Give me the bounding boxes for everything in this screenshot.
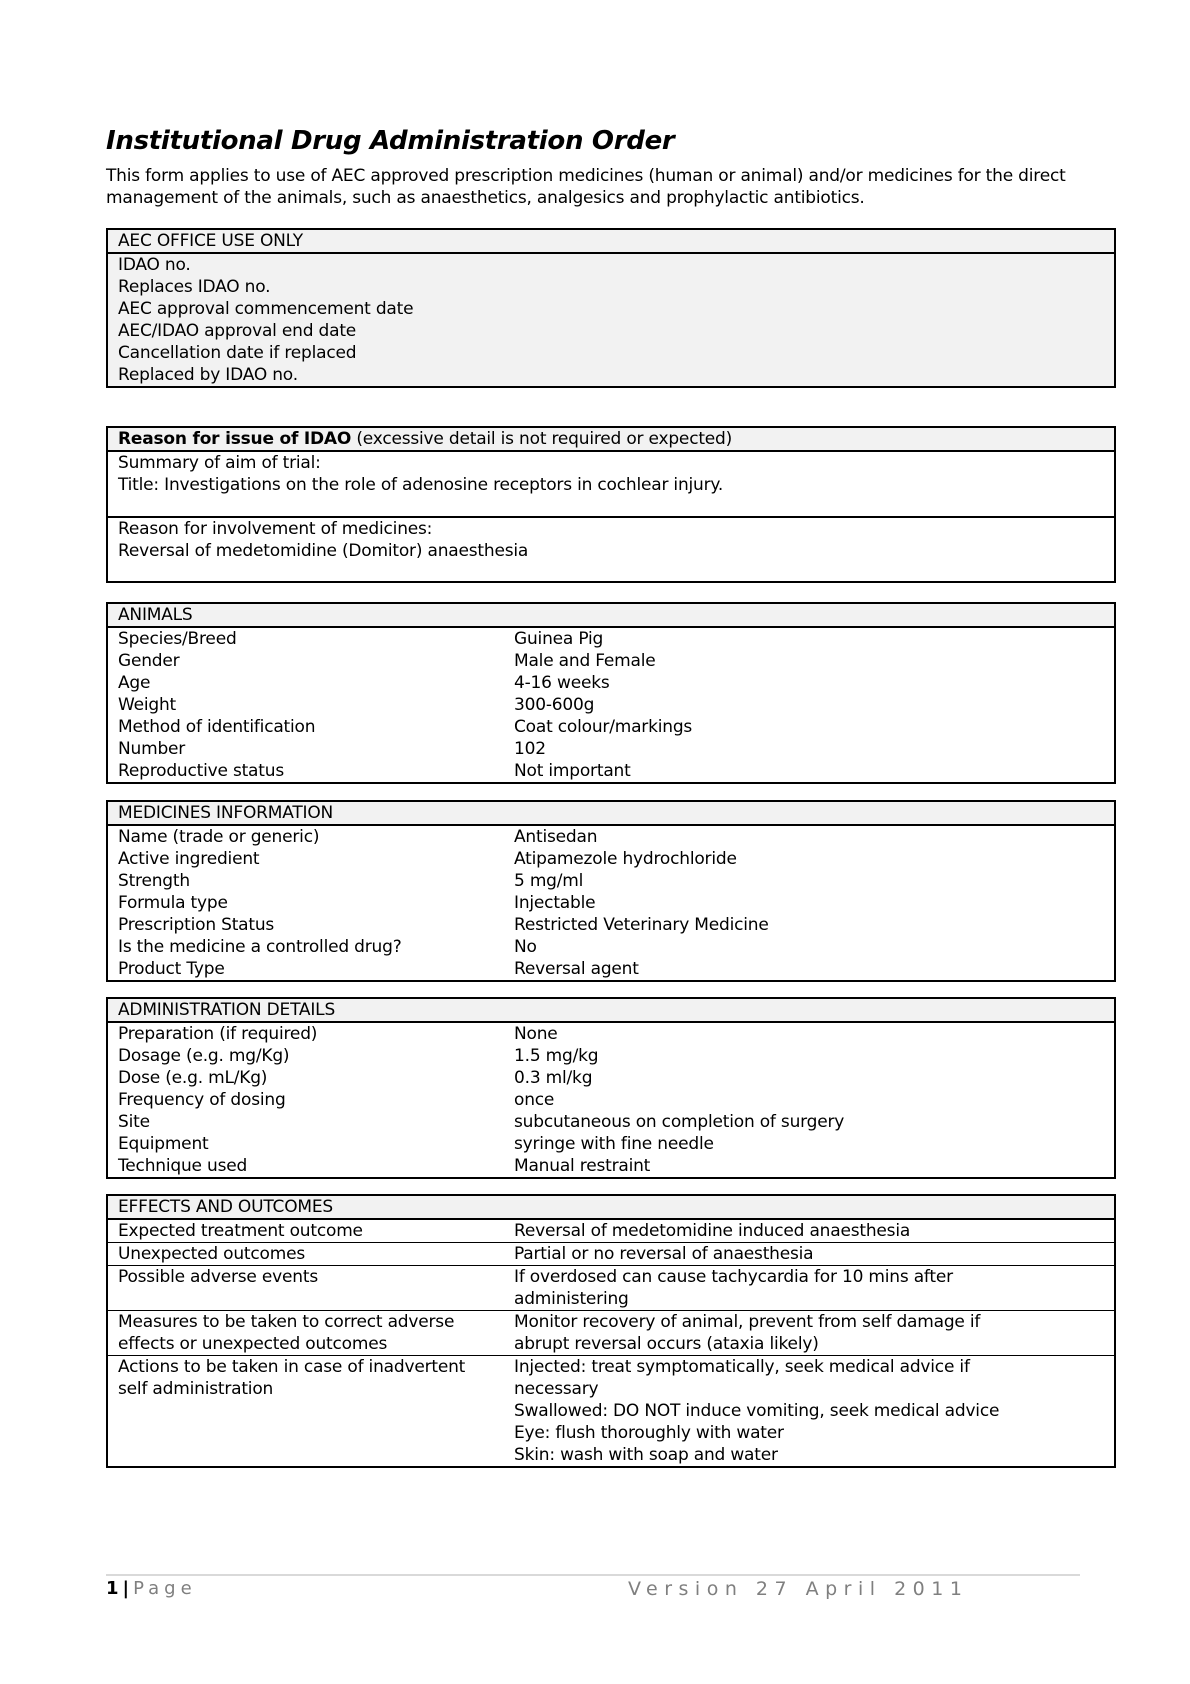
field-replaces-idao-no: Replaces IDAO no. [118,277,271,297]
table-row: Species/Breed Guinea Pig [118,629,604,649]
involvement-block [108,516,1114,581]
table-row: Prescription Status Restricted Veterinary Medicine [118,915,769,935]
table-row: Actions to be taken in case of inadvertent self administration Injected: treat symptomatically, seek medical advice if necessary Swallowed: DO NOT induce vomiting, seek medical advice Eye: flush thoroughly with water Skin: wash with soap and water [108,1355,1114,1466]
table-row: Preparation (if required) None [118,1024,558,1044]
version-label: Version 27 April 2011 [628,1578,969,1600]
table-row: Frequency of dosing once [118,1090,555,1110]
section-header: ANIMALS [108,604,1114,628]
field-idao-no: IDAO no. [118,255,191,275]
section-header: ADMINISTRATION DETAILS [108,999,1114,1023]
field-aec-idao-approval-end-date: AEC/IDAO approval end date [118,321,357,341]
page-separator: | [122,1578,130,1599]
footer-divider [106,1574,1080,1576]
effects-section [106,1194,1116,1468]
section-header: EFFECTS AND OUTCOMES [108,1196,1114,1220]
page-number: 1 [106,1578,119,1599]
involvement-value: Reversal of medetomidine (Domitor) anaesthesia [118,541,529,561]
summary-label: Summary of aim of trial: [118,453,321,473]
table-row: Weight 300-600g [118,695,595,715]
medicines-section [106,800,1116,982]
administration-section [106,997,1116,1179]
table-row: Dose (e.g. mL/Kg) 0.3 ml/kg [118,1068,593,1088]
reason-section [106,426,1116,583]
table-row: Possible adverse events If overdosed can cause tachycardia for 10 mins after administering [108,1265,1114,1310]
page-title: Institutional Drug Administration Order [106,126,675,156]
reason-header-note: (excessive detail is not required or expected) [351,429,733,449]
section-header [108,428,1114,452]
table-row: Age 4-16 weeks [118,673,610,693]
reason-header-title: Reason for issue of IDAO [118,429,352,449]
table-row: Product Type Reversal agent [118,959,639,979]
table-row: Method of identification Coat colour/markings [118,717,693,737]
section-header: MEDICINES INFORMATION [108,802,1114,826]
intro-paragraph: This form applies to use of AEC approved prescription medicines (human or animal) and/or medicines for the direct management of the animals, such as anaesthetics, analgesics and prophylactic antibiotics. [106,166,1066,208]
table-row: Expected treatment outcome Reversal of medetomidine induced anaesthesia [118,1221,911,1241]
table-row: Number 102 [118,739,546,759]
table-row: Dosage (e.g. mg/Kg) 1.5 mg/kg [118,1046,599,1066]
table-row: Name (trade or generic) Antisedan [118,827,598,847]
animals-section [106,602,1116,784]
table-row: Equipment syringe with fine needle [118,1134,714,1154]
page-label: Page [133,1578,197,1599]
table-row: Gender Male and Female [118,651,656,671]
table-row: Strength 5 mg/ml [118,871,584,891]
section-header: AEC OFFICE USE ONLY [108,230,1114,254]
table-row: Technique used Manual restraint [118,1156,651,1176]
aec-office-section [106,228,1116,388]
table-row: Active ingredient Atipamezole hydrochloride [118,849,737,869]
summary-block [108,452,1114,516]
field-aec-approval-commencement-date: AEC approval commencement date [118,299,414,319]
field-cancellation-date: Cancellation date if replaced [118,343,357,363]
table-row: Unexpected outcomes Partial or no reversal of anaesthesia [108,1242,1114,1265]
table-row: Reproductive status Not important [118,761,631,781]
table-row: Site subcutaneous on completion of surgery [118,1112,845,1132]
page-footer [106,1578,1106,1599]
table-row: Measures to be taken to correct adverse effects or unexpected outcomes Monitor recovery of animal, prevent from self damage if abrupt reversal occurs (ataxia likely) [108,1310,1114,1355]
table-row: Is the medicine a controlled drug? No [118,937,537,957]
summary-value: Title: Investigations on the role of adenosine receptors in cochlear injury. [118,475,724,495]
involvement-label: Reason for involvement of medicines: [118,519,433,539]
field-replaced-by-idao-no: Replaced by IDAO no. [118,365,298,385]
table-row: Formula type Injectable [118,893,596,913]
